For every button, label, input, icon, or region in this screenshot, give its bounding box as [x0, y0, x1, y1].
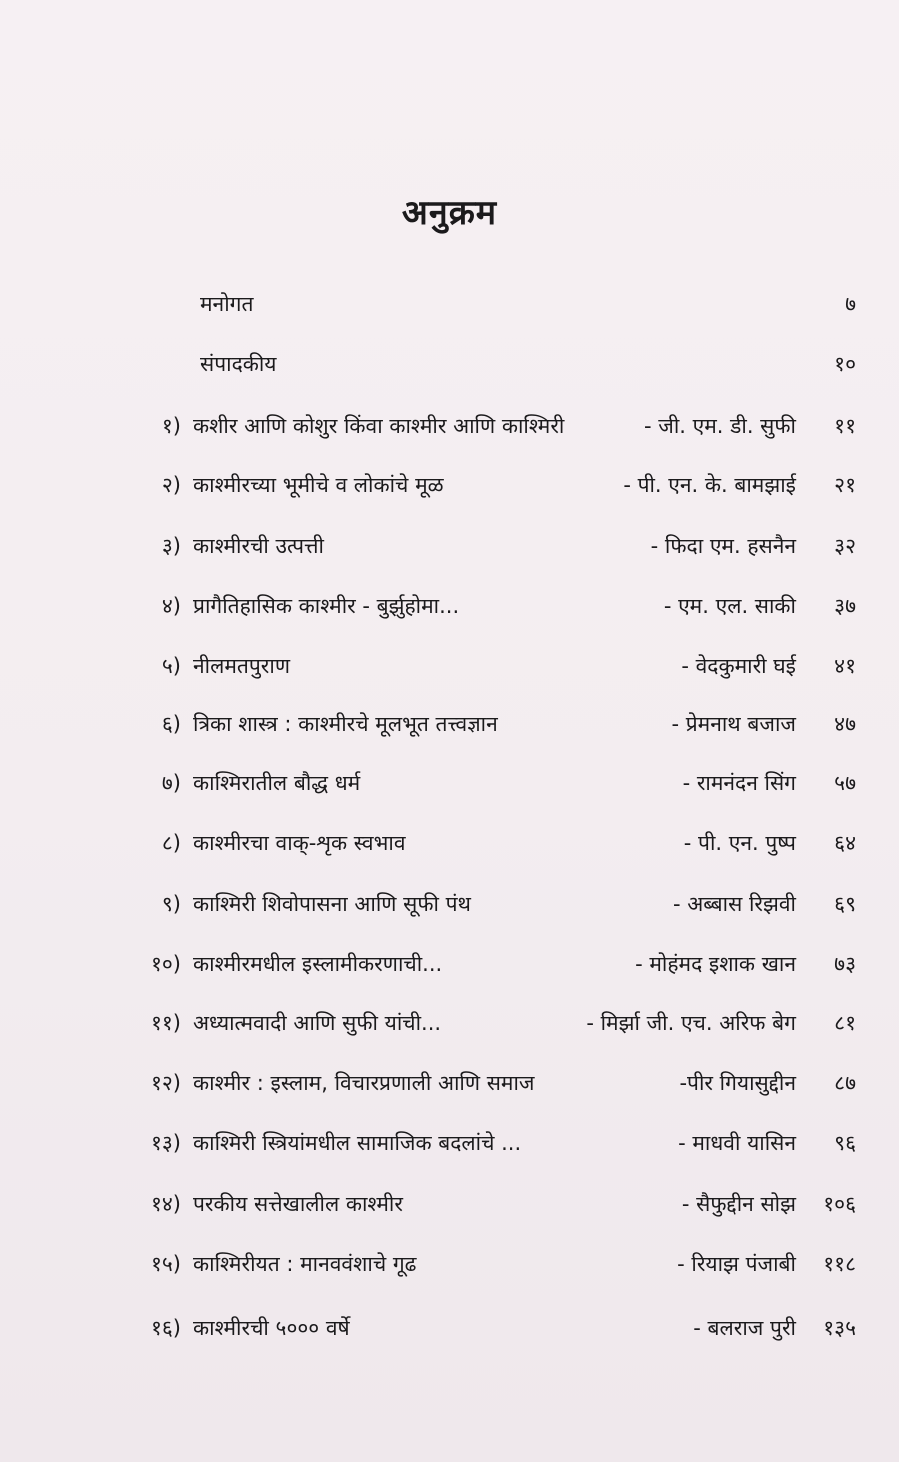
entry-author: - मिर्झा जी. एच. अरिफ बेग	[586, 1011, 796, 1035]
entry-title: काश्मीरची उत्पत्ती	[193, 534, 324, 558]
entry-author: - मोहंमद इशाक खान	[635, 952, 796, 976]
toc-entry	[0, 1308, 899, 1348]
entry-author: - बलराज पुरी	[693, 1316, 796, 1340]
toc-entry	[0, 1244, 899, 1284]
entry-number: १)	[161, 414, 181, 438]
entry-title: त्रिका शास्त्र : काश्मीरचे मूलभूत तत्त्वज्ञान	[193, 712, 498, 736]
entry-page-number: ६९	[834, 892, 856, 916]
toc-entry	[0, 763, 899, 803]
toc-entry	[0, 284, 899, 324]
entry-number: १४)	[150, 1192, 181, 1216]
entry-author: - पी. एन. के. बामझाई	[623, 473, 796, 497]
toc-entry	[0, 465, 899, 505]
entry-title: काश्मीर : इस्लाम, विचारप्रणाली आणि समाज	[193, 1071, 535, 1095]
entry-author: - एम. एल. साकी	[663, 594, 796, 618]
entry-page-number: ८१	[834, 1011, 856, 1035]
entry-number: ३)	[161, 534, 181, 558]
entry-page-number: ४७	[834, 712, 856, 736]
toc-entry	[0, 646, 899, 686]
entry-author: - वेदकुमारी घई	[681, 654, 796, 678]
toc-entry	[0, 586, 899, 626]
entry-page-number: १३५	[823, 1316, 856, 1340]
entry-number: ४)	[161, 594, 181, 618]
entry-title: परकीय सत्तेखालील काश्मीर	[193, 1192, 403, 1216]
entry-number: ५)	[161, 654, 181, 678]
entry-title: काश्मिरीयत : मानववंशाचे गूढ	[193, 1252, 417, 1276]
entry-author: - रियाझ पंजाबी	[677, 1252, 796, 1276]
toc-entry	[0, 526, 899, 566]
entry-page-number: ८७	[834, 1071, 856, 1095]
entry-title: काश्मिरातील बौद्ध धर्म	[193, 771, 361, 795]
entry-page-number: ७	[845, 292, 856, 316]
entry-page-number: ९६	[834, 1131, 856, 1155]
toc-entry	[0, 944, 899, 984]
entry-number: १२)	[150, 1071, 181, 1095]
entry-title: प्रागैतिहासिक काश्मीर - बुर्झुहोमा...	[193, 594, 460, 618]
entry-number: २)	[161, 473, 181, 497]
entry-number: ७)	[161, 771, 181, 795]
entry-title: नीलमतपुराण	[193, 654, 290, 678]
entry-page-number: ३२	[834, 534, 856, 558]
page-title: अनुक्रम	[401, 193, 498, 233]
entry-author: - प्रेमनाथ बजाज	[671, 712, 796, 736]
entry-title: काश्मीरचा वाक्-शृक स्वभाव	[193, 831, 406, 855]
entry-page-number: ५७	[834, 771, 856, 795]
entry-author: - सैफुद्दीन सोझ	[681, 1192, 796, 1216]
entry-number: ९)	[161, 892, 181, 916]
entry-author: - माधवी यासिन	[678, 1131, 796, 1155]
entry-author: - रामनंदन सिंग	[682, 771, 796, 795]
entry-title: मनोगत	[200, 292, 254, 316]
entry-author: -पीर गियासुद्दीन	[679, 1071, 796, 1095]
entry-title: काश्मीरची ५००० वर्षे	[193, 1316, 350, 1340]
entry-number: ८)	[161, 831, 181, 855]
entry-page-number: ३७	[834, 594, 856, 618]
entry-title: काश्मीरच्या भूमीचे व लोकांचे मूळ	[193, 473, 444, 497]
toc-entry	[0, 884, 899, 924]
toc-entry	[0, 1184, 899, 1224]
entry-page-number: २१	[834, 473, 856, 497]
entry-number: १३)	[150, 1131, 181, 1155]
entry-number: १६)	[150, 1316, 181, 1340]
entry-author: - फिदा एम. हसनैन	[650, 534, 796, 558]
entry-page-number: १०६	[823, 1192, 856, 1216]
entry-title: काश्मिरी शिवोपासना आणि सूफी पंथ	[193, 892, 471, 916]
entry-author: - पी. एन. पुष्प	[683, 831, 796, 855]
entry-title: अध्यात्मवादी आणि सुफी यांची...	[193, 1011, 442, 1035]
entry-page-number: ७३	[834, 952, 856, 976]
entry-page-number: १०	[834, 352, 856, 376]
entry-page-number: ११८	[823, 1252, 856, 1276]
toc-entry	[0, 823, 899, 863]
entry-number: १५)	[150, 1252, 181, 1276]
toc-entry	[0, 1003, 899, 1043]
entry-title: काश्मिरी स्त्रियांमधील सामाजिक बदलांचे ...	[193, 1131, 522, 1155]
entry-author: - अब्बास रिझवी	[672, 892, 796, 916]
toc-entry	[0, 704, 899, 744]
toc-entry	[0, 406, 899, 446]
entry-title: संपादकीय	[200, 352, 277, 376]
entry-title: काश्मीरमधील इस्लामीकरणाची...	[193, 952, 443, 976]
entry-page-number: ११	[834, 414, 856, 438]
entry-title: कशीर आणि कोशुर किंवा काश्मीर आणि काश्मिरी	[193, 414, 565, 438]
entry-page-number: ६४	[834, 831, 856, 855]
entry-author: - जी. एम. डी. सुफी	[644, 414, 796, 438]
entry-number: ११)	[150, 1011, 181, 1035]
entry-page-number: ४१	[834, 654, 856, 678]
entry-number: ६)	[161, 712, 181, 736]
toc-entry	[0, 1063, 899, 1103]
toc-entry	[0, 1123, 899, 1163]
entry-number: १०)	[150, 952, 181, 976]
toc-entry	[0, 344, 899, 384]
